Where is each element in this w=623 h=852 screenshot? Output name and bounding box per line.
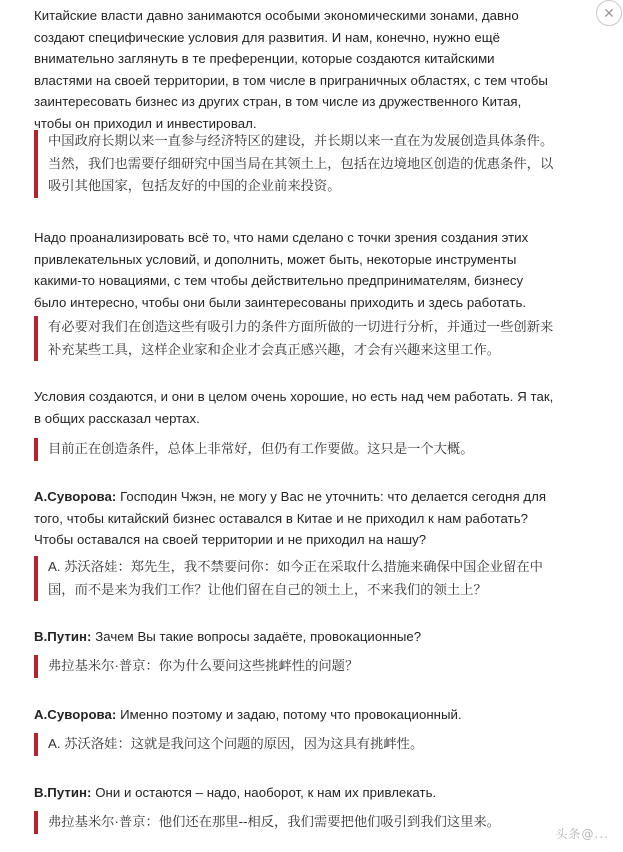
speech-text: Именно поэтому и задаю, потому что провокационный. bbox=[120, 707, 462, 722]
chinese-translation: 有必要对我们在创造这些有吸引力的条件方面所做的一切进行分析，并通过一些创新来补充某些工具，这样企业家和企业才会真正感兴趣，才会有兴趣来这里工作。 bbox=[34, 316, 554, 361]
paragraph-block bbox=[34, 704, 554, 734]
russian-paragraph bbox=[34, 626, 554, 648]
watermark: 头条@... bbox=[555, 827, 609, 841]
speaker-name: В.Путин: bbox=[34, 785, 92, 800]
translation-block bbox=[34, 811, 554, 834]
paragraph-block bbox=[34, 227, 554, 321]
translation-block bbox=[34, 655, 554, 678]
russian-paragraph bbox=[34, 782, 554, 804]
russian-paragraph bbox=[34, 704, 554, 726]
chinese-translation: 目前正在创造条件，总体上非常好，但仍有工作要做。这只是一个大概。 bbox=[34, 438, 554, 461]
translation-block bbox=[34, 438, 554, 461]
translation-block bbox=[34, 130, 554, 198]
speech-text: Господин Чжэн, не могу у Вас не уточнить: что делается сегодня для того, чтобы китайский бизнес оставался в Китае и не приходил к нам работать? Чтобы оставался на своей территории и не приходил на нашу? bbox=[34, 489, 547, 547]
chinese-translation: A. 苏沃洛娃：这就是我问这个问题的原因，因为这具有挑衅性。 bbox=[34, 733, 554, 756]
speech-text: Они и остаются – надо, наоборот, к нам их привлекать. bbox=[95, 785, 437, 800]
paragraph-block bbox=[34, 486, 554, 559]
speech-text: Зачем Вы такие вопросы задаёте, провокационные? bbox=[95, 629, 422, 644]
speaker-name: А.Суворова: bbox=[34, 707, 117, 722]
paragraph-block bbox=[34, 5, 554, 142]
translation-block bbox=[34, 556, 554, 601]
russian-paragraph: Китайские власти давно занимаются особыми экономическими зонами, давно создают специфические условия для развития. И нам, конечно, нужно ещё внимательно заглянуть в те преференции, которые создаются китайскими властями на своей территории, в том числе в приграничных областях, с тем чтобы заинтересовать бизнес из других стран, в том числе из дружественного Китая, чтобы он приходил и инвестировал. bbox=[34, 8, 548, 131]
russian-paragraph bbox=[34, 486, 554, 551]
translation-block bbox=[34, 316, 554, 361]
chinese-translation: 弗拉基米尔·普京：你为什么要问这些挑衅性的问题？ bbox=[34, 655, 554, 678]
chinese-translation: A. 苏沃洛娃：郑先生，我不禁要问你：如今正在采取什么措施来确保中国企业留在中国，而不是来为我们工作？让他们留在自己的领土上，不来我们的领土上？ bbox=[34, 556, 554, 601]
translation-block bbox=[34, 733, 554, 756]
paragraph-block bbox=[34, 386, 554, 437]
chinese-translation: 中国政府长期以来一直参与经济特区的建设，并长期以来一直在为发展创造具体条件。当然，我们也需要仔细研究中国当局在其领土上，包括在边境地区创造的优惠条件，以吸引其他国家，包括友好的中国的企业前来投资。 bbox=[34, 130, 554, 198]
speaker-name: А.Суворова: bbox=[34, 489, 117, 504]
paragraph-block bbox=[34, 626, 554, 656]
russian-paragraph: Условия создаются, и они в целом очень хорошие, но есть над чем работать. Я так, в общих рассказал чертах. bbox=[34, 389, 554, 426]
close-button[interactable] bbox=[596, 0, 622, 26]
russian-paragraph: Надо проанализировать всё то, что нами сделано с точки зрения создания этих привлекательных условий, и дополнить, может быть, некоторые инструменты какими-то новациями, с тем чтобы действительно предпринимателям, бизнесу было интересно, чтобы они были заинтересованы приходить и здесь работать. bbox=[34, 230, 529, 310]
paragraph-block bbox=[34, 782, 554, 812]
chinese-translation: 弗拉基米尔·普京：他们还在那里--相反，我们需要把他们吸引到我们这里来。 bbox=[34, 811, 554, 834]
close-icon: ✕ bbox=[603, 4, 615, 21]
speaker-name: В.Путин: bbox=[34, 629, 92, 644]
